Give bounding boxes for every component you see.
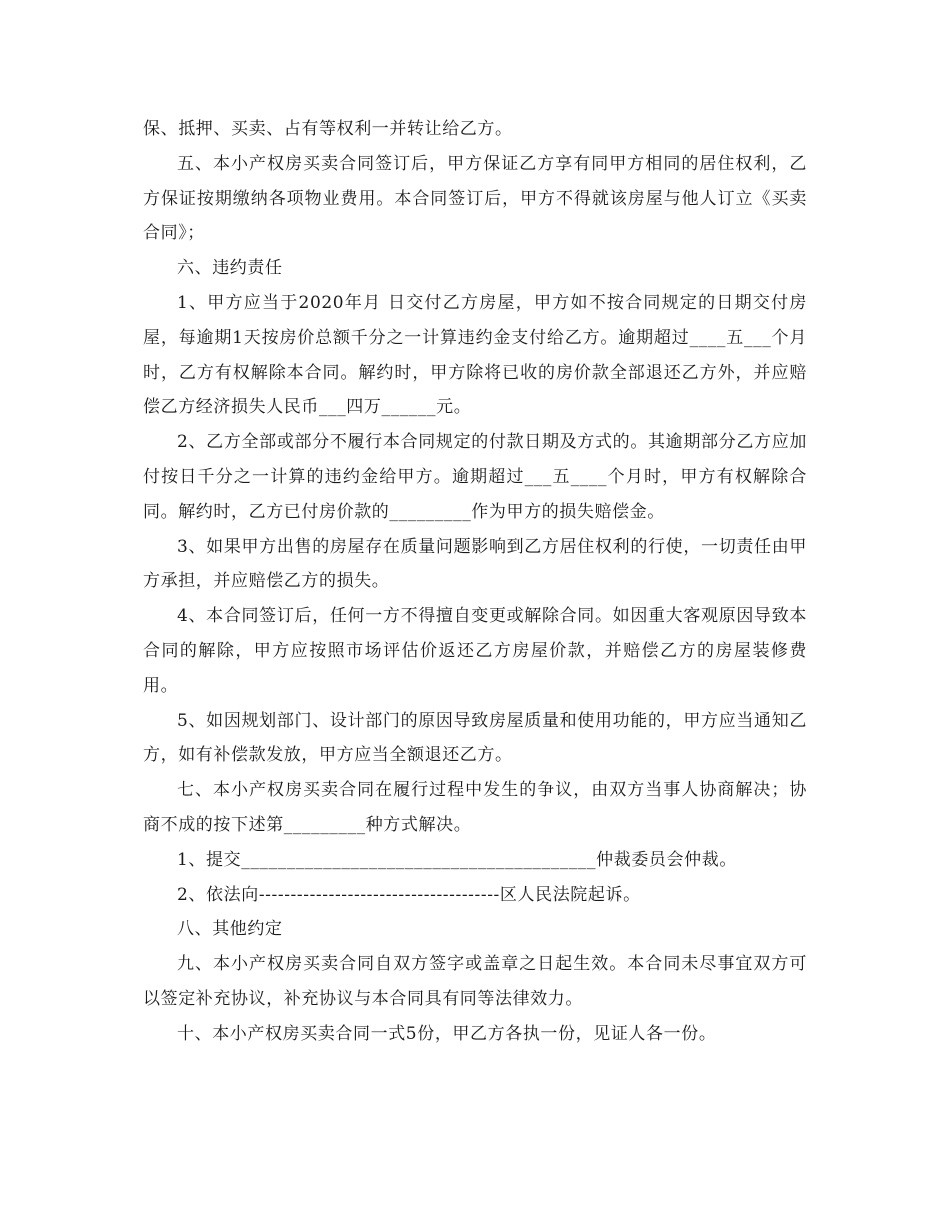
paragraph-clause-5: 五、本小产权房买卖合同签订后，甲方保证乙方享有同甲方相同的居住权利，乙方保证按期缴纳各项物业费用。本合同签订后，甲方不得就该房屋与他人订立《买卖合同》； <box>143 153 807 244</box>
paragraph-breach-item-4: 4、本合同签订后，任何一方不得擅自变更或解除合同。如因重大客观原因导致本合同的解除，甲方应按照市场评估价返还乙方房屋价款，并赔偿乙方的房屋装修费用。 <box>143 606 807 696</box>
paragraph-dispute-option-2: 2、依法向--------------------------------------区人民法院起诉。 <box>177 884 641 905</box>
paragraph-clause-10-copies: 十、本小产权房买卖合同一式5份，甲乙方各执一份，见证人各一份。 <box>177 1023 717 1044</box>
paragraph-breach-item-5: 5、如因规划部门、设计部门的原因导致房屋质量和使用功能的，甲方应当通知乙方，如有补偿款发放，甲方应当全额退还乙方。 <box>143 710 807 766</box>
contract-body <box>143 112 807 1052</box>
paragraph-clause-7-dispute: 七、本小产权房买卖合同在履行过程中发生的争议，由双方当事人协商解决；协商不成的按下述第_________种方式解决。 <box>143 780 807 835</box>
paragraph-breach-item-3: 3、如果甲方出售的房屋存在质量问题影响到乙方居住权利的行使，一切责任由甲方承担，并应赔偿乙方的损失。 <box>143 536 807 592</box>
heading-other-agreements: 八、其他约定 <box>177 919 283 940</box>
paragraph-breach-item-1: 1、甲方应当于2020年月 日交付乙方房屋，甲方如不按合同规定的日期交付房屋，每逾期1天按房价总额千分之一计算违约金支付给乙方。逾期超过____五___个月时，乙方有权解除本合同。解约时，甲方除将已收的房价款全部退还乙方外，并应赔偿乙方经济损失人民币___四万______元。 <box>143 292 807 418</box>
paragraph-dispute-option-1: 1、提交_______________________________________仲裁委员会仲裁。 <box>177 849 737 870</box>
paragraph-breach-item-2: 2、乙方全部或部分不履行本合同规定的付款日期及方式的。其逾期部分乙方应加付按日千分之一计算的违约金给甲方。逾期超过___五____个月时，甲方有权解除合同。解约时，乙方已付房价款的_________作为甲方的损失赔偿金。 <box>143 432 807 522</box>
heading-breach-liability: 六、违约责任 <box>177 258 283 279</box>
paragraph-clause-9-effectiveness: 九、本小产权房买卖合同自双方签字或盖章之日起生效。本合同未尽事宜双方可以签定补充协议，补充协议与本合同具有同等法律效力。 <box>143 954 807 1009</box>
paragraph-rights-transfer: 保、抵押、买卖、占有等权利一并转让给乙方。 <box>143 119 513 139</box>
